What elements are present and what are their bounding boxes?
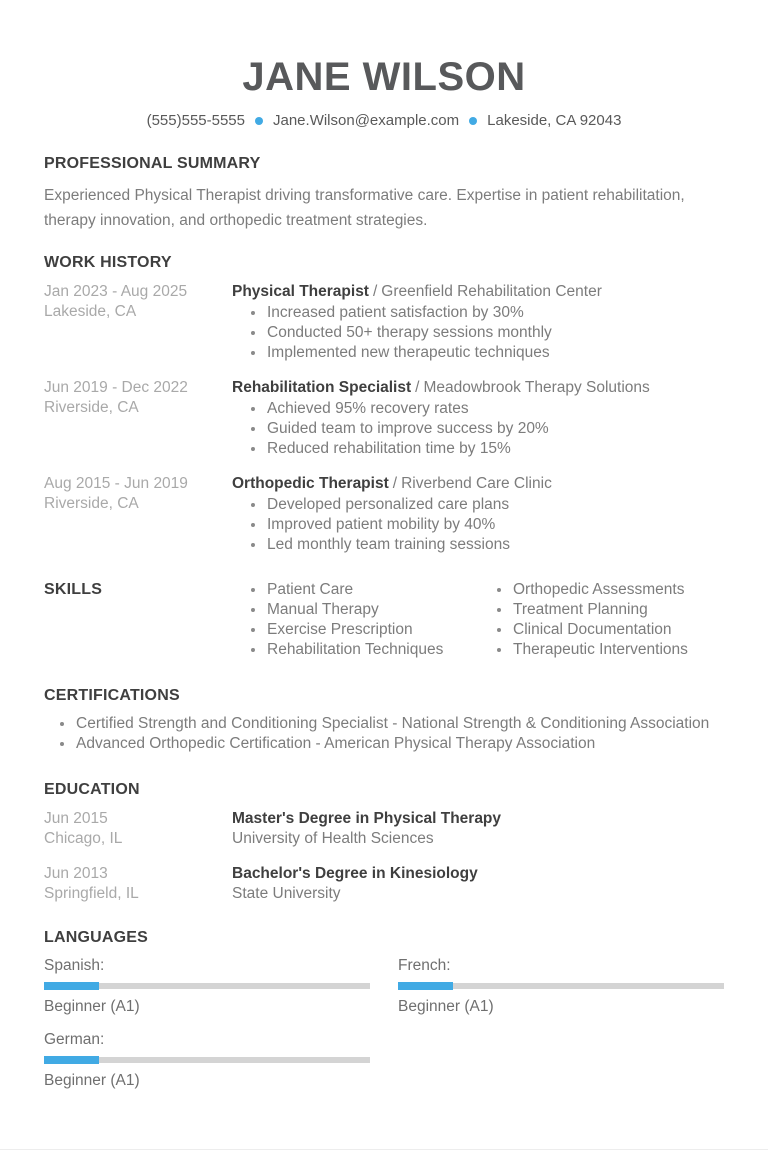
separator-dot-icon	[469, 117, 477, 125]
language-bar-fill	[44, 1056, 99, 1064]
certification-text: Advanced Orthopedic Certification - American Physical Therapy Association	[76, 735, 596, 752]
language-name: Spanish:	[44, 957, 105, 974]
section-certifications	[44, 687, 724, 754]
skill-item	[232, 600, 478, 620]
entry-location: Lakeside, CA	[44, 303, 137, 320]
language-bar-fill	[44, 982, 99, 990]
bullet-text: Guided team to improve success by 20%	[267, 420, 549, 437]
bullet-icon	[251, 351, 255, 355]
bullet-icon	[251, 648, 255, 652]
language-name: German:	[44, 1031, 105, 1048]
languages-grid	[44, 956, 724, 1091]
contact-bar	[44, 112, 724, 129]
bullet-icon	[497, 628, 501, 632]
language-bar-fill	[398, 982, 453, 990]
certification-item	[44, 714, 724, 734]
skill-item	[232, 640, 478, 660]
education-entry	[44, 809, 724, 849]
school-name: State University	[232, 885, 341, 902]
job-bullet	[232, 343, 724, 363]
job-bullet	[232, 303, 724, 323]
language-item	[398, 956, 724, 1017]
section-title-languages: LANGUAGES	[44, 929, 149, 946]
bullet-icon	[60, 722, 64, 726]
bullet-icon	[251, 447, 255, 451]
bullet-icon	[497, 608, 501, 612]
title-separator: /	[392, 475, 398, 492]
language-name: French:	[398, 957, 451, 974]
language-item	[44, 1030, 370, 1091]
phone-number: (555)555-5555	[146, 112, 245, 129]
skill-text: Clinical Documentation	[513, 621, 672, 638]
job-company: Meadowbrook Therapy Solutions	[423, 379, 650, 396]
location-text: Lakeside, CA 92043	[487, 112, 622, 129]
email-address: Jane.Wilson@example.com	[273, 112, 460, 129]
skill-item	[478, 640, 724, 660]
language-level: Beginner (A1)	[44, 1072, 140, 1089]
skills-column-1	[232, 580, 478, 660]
entry-location: Chicago, IL	[44, 830, 123, 847]
section-title-skills: SKILLS	[44, 581, 103, 598]
skill-item	[478, 620, 724, 640]
job-bullet	[232, 535, 724, 555]
work-entry	[44, 474, 724, 555]
language-item	[44, 956, 370, 1017]
entry-dates: Jun 2019 - Dec 2022	[44, 379, 188, 396]
language-level: Beginner (A1)	[398, 998, 494, 1015]
entry-dates: Aug 2015 - Jun 2019	[44, 475, 188, 492]
job-bullet	[232, 399, 724, 419]
job-title-line	[232, 282, 724, 302]
language-level: Beginner (A1)	[44, 998, 140, 1015]
skill-item	[478, 600, 724, 620]
job-title: Orthopedic Therapist	[232, 475, 389, 492]
bullet-icon	[251, 427, 255, 431]
skill-item	[232, 580, 478, 600]
language-bar-track	[44, 1057, 370, 1063]
education-entry	[44, 864, 724, 904]
section-professional-summary	[44, 155, 724, 233]
entry-dates: Jun 2015	[44, 810, 108, 827]
skill-item	[232, 620, 478, 640]
job-bullet	[232, 515, 724, 535]
bullet-icon	[251, 503, 255, 507]
bullet-icon	[497, 588, 501, 592]
bullet-text: Improved patient mobility by 40%	[267, 516, 496, 533]
separator-dot-icon	[255, 117, 263, 125]
language-bar-track	[44, 983, 370, 989]
page-bottom-edge	[0, 1149, 768, 1150]
entry-dates: Jun 2013	[44, 865, 108, 882]
bullet-icon	[251, 608, 255, 612]
job-company: Riverbend Care Clinic	[401, 475, 552, 492]
skill-item	[478, 580, 724, 600]
bullet-icon	[251, 407, 255, 411]
language-bar-track	[398, 983, 724, 989]
job-bullet	[232, 419, 724, 439]
bullet-icon	[251, 331, 255, 335]
bullet-icon	[251, 588, 255, 592]
summary-text: Experienced Physical Therapist driving transformative care. Expertise in patient rehabilitation, therapy innovation, and orthopedic treatment strategies.	[44, 187, 685, 229]
bullet-icon	[251, 311, 255, 315]
bullet-text: Increased patient satisfaction by 30%	[267, 304, 524, 321]
skill-text: Therapeutic Interventions	[513, 641, 688, 658]
work-entry	[44, 378, 724, 459]
bullet-text: Reduced rehabilitation time by 15%	[267, 440, 511, 457]
section-education	[44, 781, 724, 904]
job-title: Physical Therapist	[232, 283, 369, 300]
skill-text: Orthopedic Assessments	[513, 581, 685, 598]
job-title: Rehabilitation Specialist	[232, 379, 412, 396]
section-title-professional-summary: PROFESSIONAL SUMMARY	[44, 155, 261, 172]
job-bullet	[232, 495, 724, 515]
entry-location: Riverside, CA	[44, 399, 139, 416]
skills-column-2	[478, 580, 724, 660]
bullet-text: Achieved 95% recovery rates	[267, 400, 469, 417]
section-work-history	[44, 254, 724, 555]
job-bullet	[232, 439, 724, 459]
job-title-line	[232, 378, 724, 398]
certification-item	[44, 734, 724, 754]
bullet-icon	[497, 648, 501, 652]
bullet-icon	[251, 628, 255, 632]
skill-text: Exercise Prescription	[267, 621, 413, 638]
section-languages	[44, 929, 724, 1091]
job-bullet	[232, 323, 724, 343]
entry-location: Springfield, IL	[44, 885, 139, 902]
skill-text: Rehabilitation Techniques	[267, 641, 444, 658]
candidate-name: JANE WILSON	[242, 55, 526, 99]
section-skills	[44, 580, 724, 660]
bullet-icon	[251, 543, 255, 547]
entry-dates: Jan 2023 - Aug 2025	[44, 283, 188, 300]
work-entry	[44, 282, 724, 363]
job-company: Greenfield Rehabilitation Center	[381, 283, 602, 300]
bullet-text: Implemented new therapeutic techniques	[267, 344, 550, 361]
degree-title: Bachelor's Degree in Kinesiology	[232, 865, 478, 882]
degree-title: Master's Degree in Physical Therapy	[232, 810, 502, 827]
section-title-certifications: CERTIFICATIONS	[44, 687, 180, 704]
certification-text: Certified Strength and Conditioning Specialist - National Strength & Conditioning Association	[76, 715, 710, 732]
bullet-icon	[251, 523, 255, 527]
section-title-work-history: WORK HISTORY	[44, 254, 172, 271]
job-title-line	[232, 474, 724, 494]
bullet-text: Conducted 50+ therapy sessions monthly	[267, 324, 552, 341]
school-name: University of Health Sciences	[232, 830, 434, 847]
section-title-education: EDUCATION	[44, 781, 140, 798]
entry-location: Riverside, CA	[44, 495, 139, 512]
bullet-text: Developed personalized care plans	[267, 496, 510, 513]
skill-text: Manual Therapy	[267, 601, 379, 618]
title-separator: /	[415, 379, 420, 396]
bullet-text: Led monthly team training sessions	[267, 536, 510, 553]
skill-text: Patient Care	[267, 581, 354, 598]
title-separator: /	[372, 283, 378, 300]
bullet-icon	[60, 742, 64, 746]
skill-text: Treatment Planning	[513, 601, 648, 618]
